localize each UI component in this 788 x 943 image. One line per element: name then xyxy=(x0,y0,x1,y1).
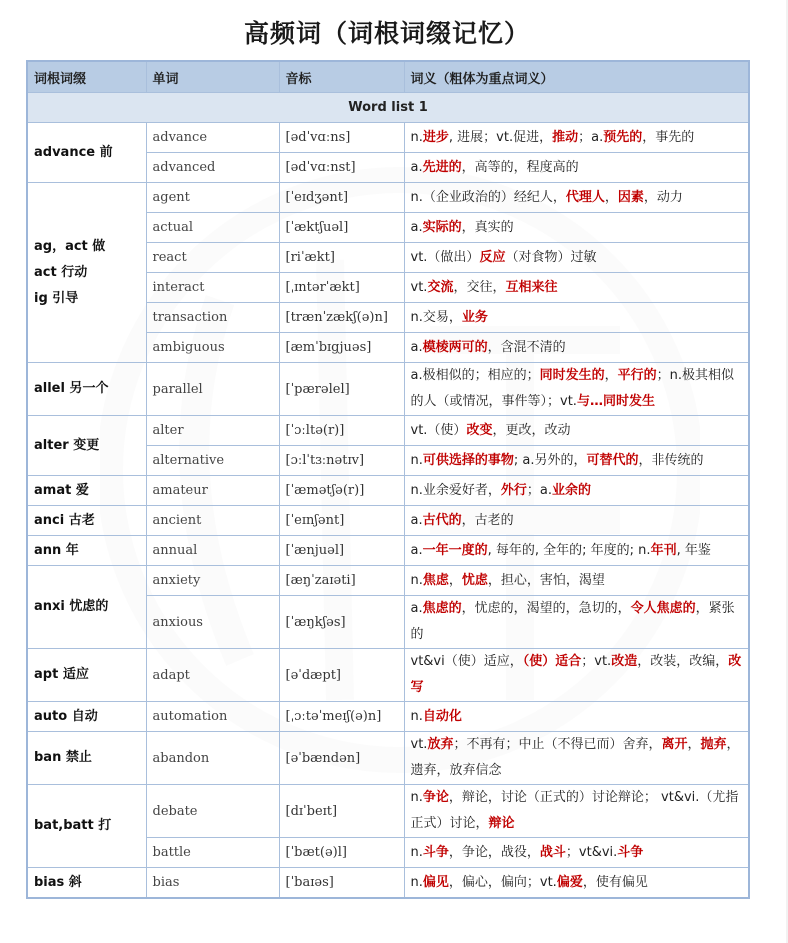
page-title: 高频词（词根词缀记忆） xyxy=(243,19,530,48)
key-meaning-text: 离开 xyxy=(661,737,688,752)
meaning-text: ；vt. xyxy=(581,654,612,669)
phonetic-cell: [əˈbændən] xyxy=(279,732,404,785)
meaning-cell xyxy=(404,596,749,649)
table-row xyxy=(27,123,749,153)
key-meaning-text: 古代的 xyxy=(422,512,462,528)
phonetic-cell: [ˈpærəlel] xyxy=(279,363,404,416)
phonetic-cell: [dɪˈbeɪt] xyxy=(279,785,404,838)
word-cell: automation xyxy=(146,702,279,732)
phonetic-cell: [ɔːlˈtɜːnətɪv] xyxy=(279,446,404,476)
root-affix-cell: alter 变更 xyxy=(27,416,146,476)
meaning-cell xyxy=(404,213,749,243)
word-cell: bias xyxy=(146,868,279,899)
meaning-text: ，争论，战役， xyxy=(448,844,540,860)
phonetic-cell: [riˈækt] xyxy=(279,243,404,273)
root-affix-cell: advance 前 xyxy=(27,123,146,183)
root-affix-line: ag，act 做 xyxy=(34,238,106,254)
key-meaning-text: 推动 xyxy=(552,129,579,145)
meaning-text: ， xyxy=(448,572,462,588)
root-affix-cell: bat,batt 打 xyxy=(27,785,146,868)
meaning-cell xyxy=(404,363,749,416)
word-cell: adapt xyxy=(146,649,279,702)
meaning-text: vt. xyxy=(410,279,428,295)
meaning-text: ，含混不清的 xyxy=(487,339,566,355)
word-cell: alternative xyxy=(146,446,279,476)
key-meaning-text: 一年一度的 xyxy=(422,542,488,558)
key-meaning-text: 改造 xyxy=(611,654,638,669)
word-cell: transaction xyxy=(146,303,279,333)
meaning-text: ，辩论，讨论（正式的）讨论辩论； vt&vi.（尤指正式）讨论， xyxy=(410,790,739,831)
meaning-text: ；a. xyxy=(578,129,604,145)
meaning-text: n. xyxy=(410,874,423,890)
meaning-cell xyxy=(404,785,749,838)
word-cell: annual xyxy=(146,536,279,566)
key-meaning-text: 改写 xyxy=(410,654,742,695)
root-affix-line: ig 引导 xyxy=(34,290,79,306)
word-cell: amateur xyxy=(146,476,279,506)
meaning-text: ，紧张的 xyxy=(410,601,735,642)
root-affix-cell: ann 年 xyxy=(27,536,146,566)
meaning-cell xyxy=(404,732,749,785)
phonetic-cell: [ˈæktʃuəl] xyxy=(279,213,404,243)
meaning-cell xyxy=(404,566,749,596)
word-cell: interact xyxy=(146,273,279,303)
column-header-word: 单词 xyxy=(146,61,279,93)
key-meaning-text: 反应 xyxy=(479,249,506,265)
phonetic-cell: [ˈeɪnʃənt] xyxy=(279,506,404,536)
key-meaning-text: 斗争 xyxy=(422,844,449,860)
phonetic-cell: [ədˈvɑːns] xyxy=(279,123,404,153)
word-cell: alter xyxy=(146,416,279,446)
table-row xyxy=(27,476,749,506)
table-row xyxy=(27,732,749,785)
meaning-text: vt.（使） xyxy=(410,422,467,438)
meaning-text: vt. xyxy=(410,737,428,752)
phonetic-cell: [ˈɔːltə(r)] xyxy=(279,416,404,446)
meaning-cell xyxy=(404,273,749,303)
meaning-text: ， xyxy=(687,737,701,752)
key-meaning-text: 平行的 xyxy=(617,368,657,383)
phonetic-cell: [ˈæŋkʃəs] xyxy=(279,596,404,649)
meaning-text: n. xyxy=(410,790,423,805)
root-affix-cell: bias 斜 xyxy=(27,868,146,899)
key-meaning-text: 互相来往 xyxy=(505,279,558,295)
meaning-cell xyxy=(404,416,749,446)
meaning-text: vt.（做出） xyxy=(410,249,480,265)
word-cell: battle xyxy=(146,838,279,868)
root-affix-cell: ban 禁止 xyxy=(27,732,146,785)
phonetic-cell: [ˌɔːtəˈmeɪʃ(ə)n] xyxy=(279,702,404,732)
key-meaning-text: 代理人 xyxy=(565,189,605,205)
meaning-text: n. xyxy=(410,129,423,145)
root-affix-line: act 行动 xyxy=(34,264,88,280)
column-header-phonetic: 音标 xyxy=(279,61,404,93)
table-row xyxy=(27,506,749,536)
meaning-text: ；vt&vi. xyxy=(565,844,618,860)
meaning-text: ；a. xyxy=(526,482,552,498)
meaning-cell xyxy=(404,183,749,213)
key-meaning-text: 预先的 xyxy=(603,129,643,145)
key-meaning-text: 实际的 xyxy=(422,219,462,235)
meaning-cell xyxy=(404,649,749,702)
meaning-text: n. xyxy=(410,844,423,860)
phonetic-cell: [ədˈvɑːnst] xyxy=(279,153,404,183)
column-header-root: 词根词缀 xyxy=(27,61,146,93)
word-cell: advance xyxy=(146,123,279,153)
meaning-text: , 进展；vt.促进， xyxy=(448,129,553,145)
meaning-text: ，使有偏见 xyxy=(582,874,648,890)
key-meaning-text: 自动化 xyxy=(422,708,462,724)
key-meaning-text: （使）适合 xyxy=(522,654,582,669)
meaning-text: n.业余爱好者， xyxy=(410,482,501,498)
meaning-cell xyxy=(404,868,749,899)
meaning-cell xyxy=(404,333,749,363)
key-meaning-text: 交流 xyxy=(427,279,454,295)
meaning-cell xyxy=(404,123,749,153)
key-meaning-text: 年刊 xyxy=(650,542,677,558)
meaning-text: ，非传统的 xyxy=(638,452,704,468)
word-cell: agent xyxy=(146,183,279,213)
meaning-text: （对食物）过敏 xyxy=(505,249,597,265)
word-list-label: Word list 1 xyxy=(27,93,749,123)
meaning-text: ；n.极其相似的人（或情况，事件等）；vt. xyxy=(410,368,735,409)
key-meaning-text: 可替代的 xyxy=(586,452,639,468)
phonetic-cell: [æmˈbɪgjuəs] xyxy=(279,333,404,363)
word-cell: ambiguous xyxy=(146,333,279,363)
meaning-text: , 每年的, 全年的; 年度的; n. xyxy=(487,542,651,558)
word-cell: advanced xyxy=(146,153,279,183)
table-row xyxy=(27,649,749,702)
key-meaning-text: 偏爱 xyxy=(556,874,583,890)
table-row xyxy=(27,416,749,446)
meaning-text: ，更改，改动 xyxy=(492,422,571,438)
meaning-text: n.交易， xyxy=(410,309,462,325)
key-meaning-text: 斗争 xyxy=(617,844,644,860)
meaning-text: n. xyxy=(410,708,423,724)
key-meaning-text: 改变 xyxy=(466,422,493,438)
meaning-text: ，高等的，程度高的 xyxy=(461,159,579,175)
meaning-text: n. xyxy=(410,572,423,588)
meaning-text: ；不再有；中止（不得已而）舍弃， xyxy=(453,737,662,752)
phonetic-cell: [æŋˈzaɪəti] xyxy=(279,566,404,596)
word-cell: abandon xyxy=(146,732,279,785)
key-meaning-text: 焦虑的 xyxy=(422,601,462,616)
key-meaning-text: 焦虑 xyxy=(422,572,449,588)
meaning-cell xyxy=(404,446,749,476)
meaning-text: ，事先的 xyxy=(642,129,695,145)
meaning-cell xyxy=(404,506,749,536)
meaning-text: n. xyxy=(410,452,423,468)
root-affix-cell xyxy=(27,183,146,363)
meaning-cell xyxy=(404,243,749,273)
meaning-cell xyxy=(404,838,749,868)
root-affix-cell: anxi 忧虑的 xyxy=(27,566,146,649)
meaning-text: ，偏心，偏向；vt. xyxy=(448,874,557,890)
table-row xyxy=(27,183,749,213)
word-cell: parallel xyxy=(146,363,279,416)
meaning-text: ，古老的 xyxy=(461,512,514,528)
phonetic-cell: [ˌɪntərˈækt] xyxy=(279,273,404,303)
table-row xyxy=(27,363,749,416)
phonetic-cell: [ˈbæt(ə)l] xyxy=(279,838,404,868)
phonetic-cell: [əˈdæpt] xyxy=(279,649,404,702)
meaning-text: ，担心，害怕，渴望 xyxy=(487,572,605,588)
phonetic-cell: [ˈænjuəl] xyxy=(279,536,404,566)
key-meaning-text: 先进的 xyxy=(422,159,462,175)
table-row xyxy=(27,868,749,899)
root-affix-cell: allel 另一个 xyxy=(27,363,146,416)
key-meaning-text: 业务 xyxy=(461,309,488,325)
key-meaning-text: 因素 xyxy=(617,189,644,205)
key-meaning-text: 争论 xyxy=(422,790,449,805)
column-header-meaning: 词义（粗体为重点词义） xyxy=(404,61,749,93)
meaning-text: a. xyxy=(410,542,423,558)
meaning-text: a. xyxy=(410,601,423,616)
phonetic-cell: [trænˈzækʃ(ə)n] xyxy=(279,303,404,333)
key-meaning-text: 抛弃 xyxy=(700,737,727,752)
key-meaning-text: 战斗 xyxy=(539,844,566,860)
meaning-text: a.极相似的；相应的； xyxy=(410,368,540,383)
key-meaning-text: 可供选择的事物 xyxy=(422,452,514,468)
phonetic-cell: [ˈæmətʃə(r)] xyxy=(279,476,404,506)
phonetic-cell: [ˈbaɪəs] xyxy=(279,868,404,899)
key-meaning-text: 外行 xyxy=(500,482,527,498)
table-header-row xyxy=(27,61,749,93)
table-row xyxy=(27,785,749,838)
word-cell: anxious xyxy=(146,596,279,649)
key-meaning-text: 忧虑 xyxy=(461,572,488,588)
key-meaning-text: 业余的 xyxy=(552,482,592,498)
vocabulary-table xyxy=(26,60,750,899)
word-cell: react xyxy=(146,243,279,273)
key-meaning-text: 进步 xyxy=(422,129,449,145)
meaning-text: a. xyxy=(410,219,423,235)
meaning-text: ，改装，改编， xyxy=(637,654,729,669)
meaning-text: ，交往， xyxy=(453,279,506,295)
meaning-text: ， xyxy=(604,189,618,205)
key-meaning-text: 与…同时发生 xyxy=(576,394,655,409)
meaning-text: ， xyxy=(604,368,618,383)
meaning-text: vt&vi（使）适应， xyxy=(410,654,523,669)
root-affix-cell: anci 古老 xyxy=(27,506,146,536)
word-list-row xyxy=(27,93,749,123)
phonetic-cell: [ˈeɪdʒənt] xyxy=(279,183,404,213)
meaning-text: a. xyxy=(410,512,423,528)
meaning-text: , 年鉴 xyxy=(676,542,711,558)
key-meaning-text: 模棱两可的 xyxy=(422,339,488,355)
key-meaning-text: 令人焦虑的 xyxy=(630,601,696,616)
meaning-cell xyxy=(404,702,749,732)
meaning-text: ; a.另外的， xyxy=(513,452,587,468)
meaning-text: ，遗弃，放弃信念 xyxy=(410,737,740,778)
key-meaning-text: 偏见 xyxy=(422,874,449,890)
word-cell: ancient xyxy=(146,506,279,536)
root-affix-cell: apt 适应 xyxy=(27,649,146,702)
key-meaning-text: 辩论 xyxy=(488,816,515,831)
table-row xyxy=(27,702,749,732)
meaning-text: n.（企业政治的）经纪人， xyxy=(410,189,566,205)
meaning-cell xyxy=(404,476,749,506)
meaning-text: a. xyxy=(410,339,423,355)
meaning-cell xyxy=(404,303,749,333)
root-affix-cell: amat 爱 xyxy=(27,476,146,506)
key-meaning-text: 放弃 xyxy=(427,737,454,752)
meaning-text: a. xyxy=(410,159,423,175)
key-meaning-text: 同时发生的 xyxy=(539,368,605,383)
word-cell: debate xyxy=(146,785,279,838)
word-cell: actual xyxy=(146,213,279,243)
meaning-text: ，真实的 xyxy=(461,219,514,235)
table-row xyxy=(27,536,749,566)
word-cell: anxiety xyxy=(146,566,279,596)
meaning-cell xyxy=(404,153,749,183)
root-affix-cell: auto 自动 xyxy=(27,702,146,732)
meaning-text: ，动力 xyxy=(643,189,683,205)
meaning-cell xyxy=(404,536,749,566)
table-row xyxy=(27,566,749,596)
meaning-text: ，忧虑的，渴望的，急切的， xyxy=(461,601,631,616)
